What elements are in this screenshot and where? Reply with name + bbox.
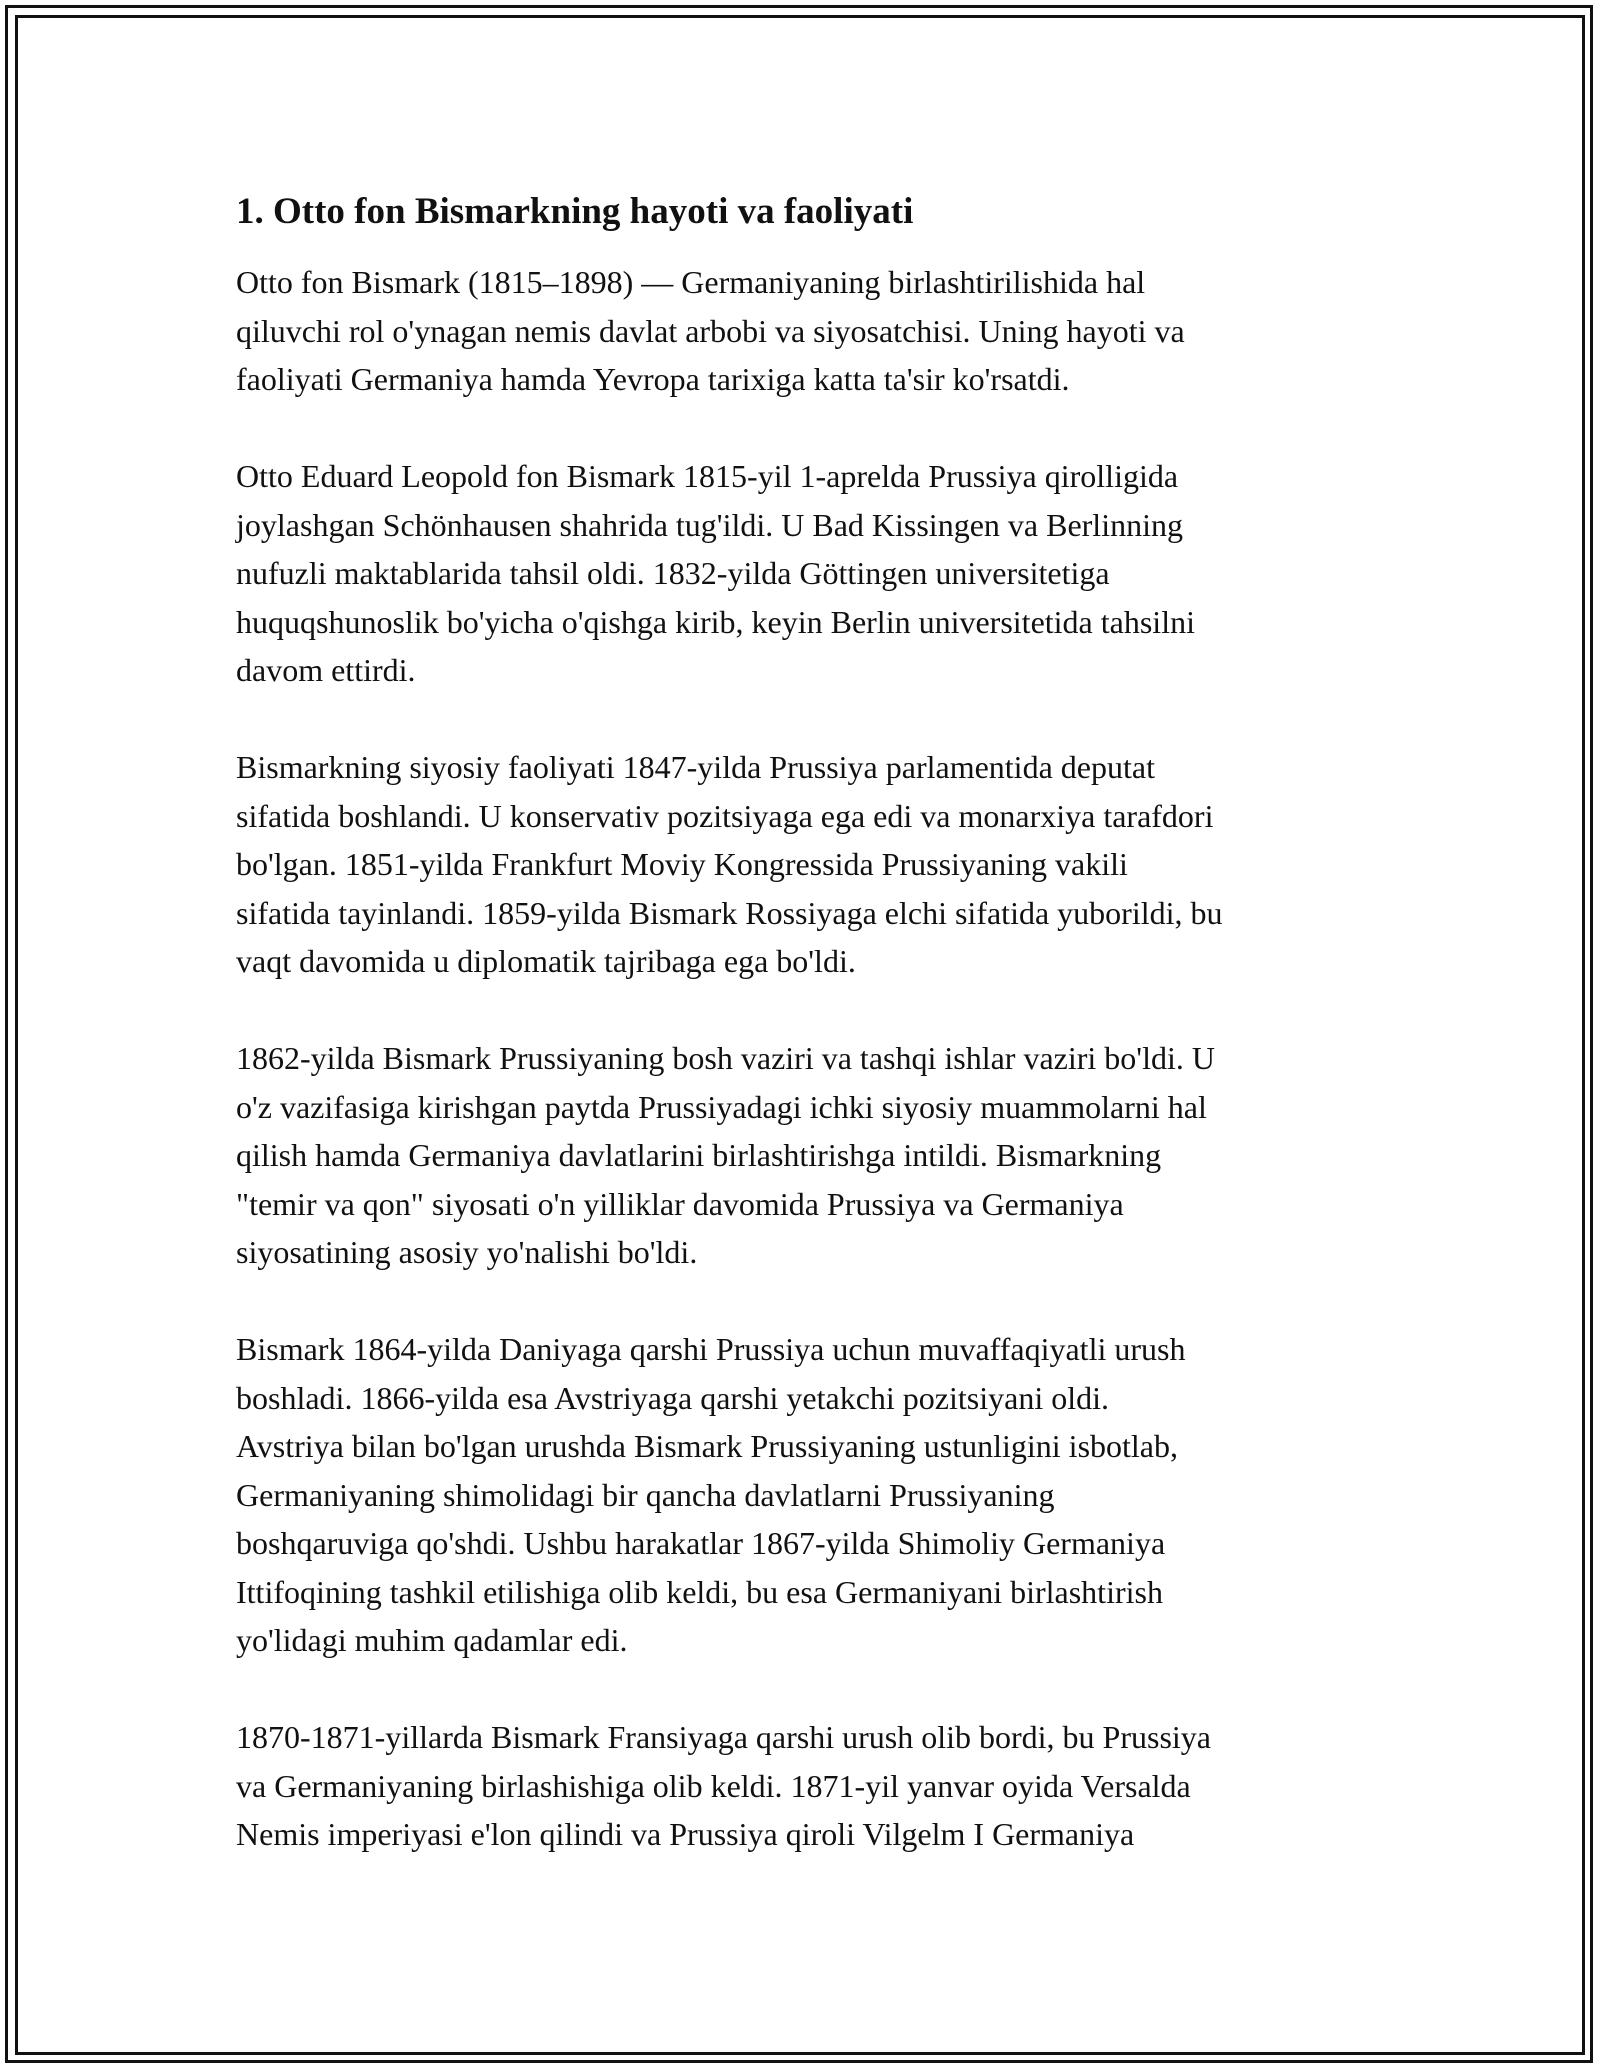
text-line: davom ettirdi.	[236, 652, 416, 688]
text-line: vaqt davomida u diplomatik tajribaga ega bo'ldi.	[236, 943, 856, 979]
paragraph-prime-minister	[236, 1034, 1376, 1277]
text-line: Bismarkning siyosiy faoliyati 1847-yilda Prussiya parlamentida deputat	[236, 749, 1155, 785]
text-line: Germaniyaning shimolidagi bir qancha davlatlarni Prussiyaning	[236, 1476, 1055, 1513]
text-line: boshladi. 1866-yilda esa Avstriyaga qarshi yetakchi pozitsiyani oldi.	[236, 1379, 1109, 1416]
section-title: 1. Otto fon Bismarkning hayoti va faoliyati	[236, 191, 914, 232]
text-line: bo'lgan. 1851-yilda Frankfurt Moviy Kongressida Prussiyaning vakili	[236, 846, 1128, 882]
text-line: Avstriya bilan bo'lgan urushda Bismark Prussiyaning ustunligini isbotlab,	[236, 1428, 1178, 1464]
text-line: huquqshunoslik bo'yicha o'qishga kirib, keyin Berlin universitetida tahsilni	[236, 603, 1195, 640]
text-line: yo'lidagi muhim qadamlar edi.	[236, 1622, 628, 1658]
text-line: Otto fon Bismark (1815–1898) — Germaniyaning birlashtirilishida hal	[236, 264, 1146, 300]
text-line: va Germaniyaning birlashishiga olib keldi. 1871-yil yanvar oyida Versalda	[236, 1767, 1191, 1804]
text-line: boshqaruviga qo'shdi. Ushbu harakatlar 1867-yilda Shimoliy Germaniya	[236, 1525, 1166, 1561]
text-line: Ittifoqining tashkil etilishiga olib keldi, bu esa Germaniyani birlashtirish	[236, 1573, 1163, 1610]
text-line: 1870-1871-yillarda Bismark Fransiyaga qarshi urush olib bordi, bu Prussiya	[236, 1719, 1211, 1755]
text-line: joylashgan Schönhausen shahrida tug'ildi. U Bad Kissingen va Berlinning	[236, 506, 1183, 543]
document-body	[236, 188, 1376, 1907]
paragraph-empire	[236, 1713, 1376, 1859]
text-line: 1862-yilda Bismark Prussiyaning bosh vaziri va tashqi ishlar vaziri bo'ldi. U	[236, 1040, 1215, 1076]
text-line: qiluvchi rol o'ynagan nemis davlat arbobi va siyosatchisi. Uning hayoti va	[236, 312, 1185, 349]
text-line: nufuzli maktablarida tahsil oldi. 1832-yilda Göttingen universitetiga	[236, 555, 1110, 591]
text-line: Nemis imperiyasi e'lon qilindi va Prussiya qiroli Vilgelm I Germaniya	[236, 1816, 1135, 1852]
text-line: Bismark 1864-yilda Daniyaga qarshi Prussiya uchun muvaffaqiyatli urush	[236, 1331, 1186, 1367]
text-line: faoliyati Germaniya hamda Yevropa tarixiga katta ta'sir ko'rsatdi.	[236, 361, 1070, 397]
text-line: siyosatining asosiy yo'nalishi bo'ldi.	[236, 1234, 698, 1270]
paragraph-intro	[236, 258, 1376, 404]
text-line: sifatida tayinlandi. 1859-yilda Bismark Rossiyaga elchi sifatida yuborildi, bu	[236, 894, 1223, 931]
text-line: qilish hamda Germaniya davlatlarini birlashtirishga intildi. Bismarkning	[236, 1137, 1162, 1173]
text-line: o'z vazifasiga kirishgan paytda Prussiyadagi ichki siyosiy muammolarni hal	[236, 1088, 1207, 1125]
text-line: Otto Eduard Leopold fon Bismark 1815-yil 1-aprelda Prussiya qirolligida	[236, 458, 1179, 494]
text-line: sifatida boshlandi. U konservativ pozitsiyaga ega edi va monarxiya tarafdori	[236, 797, 1214, 834]
paragraph-early-life	[236, 452, 1376, 695]
text-line: "temir va qon" siyosati o'n yilliklar davomida Prussiya va Germaniya	[236, 1185, 1124, 1222]
paragraph-political-career	[236, 743, 1376, 986]
paragraph-wars	[236, 1325, 1376, 1665]
